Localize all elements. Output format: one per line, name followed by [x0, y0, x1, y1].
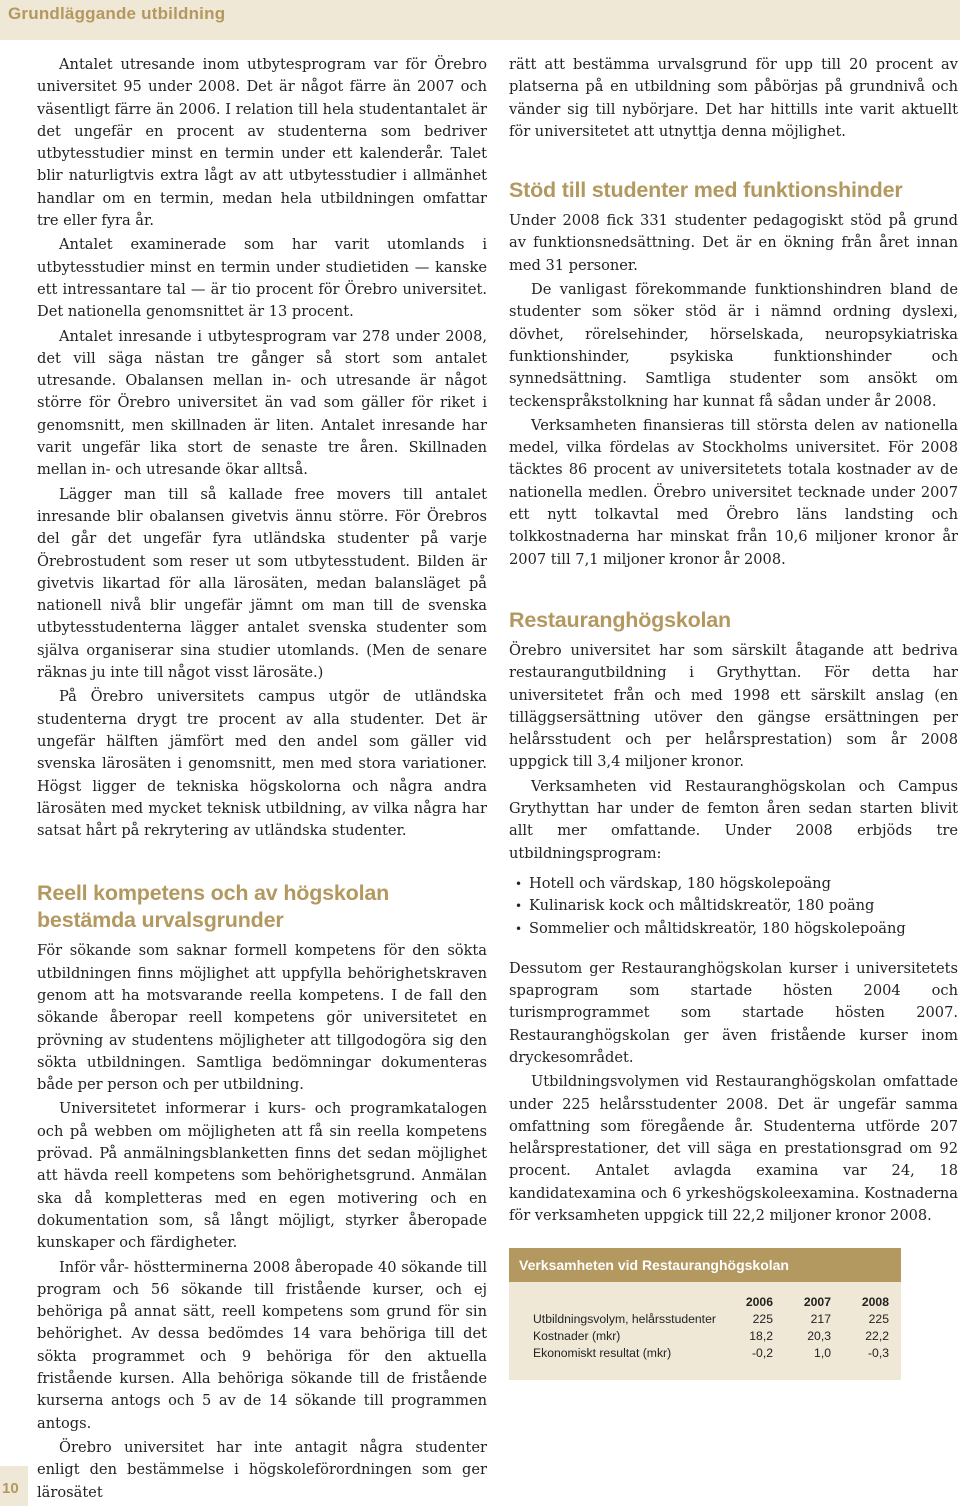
page-number-tab: [0, 1466, 28, 1506]
data-table: [533, 1294, 889, 1362]
table-cell: -0,2: [751, 1346, 773, 1360]
table-header-row: [533, 1294, 889, 1311]
paragraph: Universitetet informerar i kurs- och programkatalogen och på webben om möjligheten att få sin reella kompetens prövad. På anmälningsblanketten finns det sedan möjlighet att hävda reell kompetens som behörighetsgrund. Anmälan ska då kompletteras med en egen motivering och en dokumentation som, så långt möjligt, styrker åberopade kunskaper och färdigheter.: [37, 1100, 487, 1252]
heading-line: bestämda urvalsgrunder: [37, 908, 284, 933]
paragraph: Dessutom ger Restauranghögskolan kurser i universitetets spaprogram som startade hösten 2004 och turismprogrammet som startade hösten 2007. Restauranghögskolan ger även fristående kurser inom dryckesområdet.: [509, 959, 958, 1066]
paragraph: Verksamheten finansieras till största delen av nationella medel, vilka fördelas av Stockholms universitet. För 2008 täcktes 86 procent av universitetets totala kostnader av de nationella medlen. Örebro universitet tecknade under 2007 ett nytt tolkavtal med Örebro läns landsting och tolkkostnaderna har minskat från 10,6 miljoner kronor år 2007 till 7,1 miljoner kronor år 2008.: [509, 416, 958, 568]
list-item-text: Kulinarisk kock och måltidskreatör, 180 poäng: [529, 897, 875, 915]
table-header-cell: 2008: [861, 1295, 889, 1309]
list-item: [509, 873, 958, 895]
paragraph: Under 2008 fick 331 studenter pedagogiskt stöd på grund av funktionsnedsättning. Det är en ökning från året innan med 31 personer.: [509, 212, 958, 274]
list-item: [509, 895, 958, 917]
right-column: [509, 54, 958, 1229]
program-list: [509, 873, 958, 940]
paragraph: Verksamheten vid Restauranghögskolan och Campus Grythyttan har under de femton åren sedan starten blivit allt mer omfattande. Under 2008 erbjöds tre utbildningsprogram:: [509, 777, 958, 862]
section-heading-reell-kompetens: [37, 880, 487, 934]
running-head-title: Grundläggande utbildning: [8, 4, 226, 23]
paragraph: Lägger man till så kallade free movers till antalet inresande blir obalansen givetvis ännu större. För Örebros del går det ungefär fyra utländska studenter på varje Örebrostudent som reser ut som utbytesstudent. Bilden är givetvis likartad för alla lärosäten, medan balansläget på nationell nivå blir ungefär jämnt om man till de svenska utbytesstudenterna lägger antalet svenska studenter som själva organiserar sina studier utomlands. (Men de senare räknas ju inte till något visst lärosäte.): [37, 485, 487, 682]
table-row: [533, 1345, 889, 1362]
bullet-icon: •: [515, 899, 523, 914]
table-cell: 1,0: [814, 1346, 831, 1360]
table-cell: Kostnader (mkr): [533, 1329, 621, 1343]
list-item: [509, 918, 958, 940]
list-item-text: Hotell och värdskap, 180 högskolepoäng: [529, 874, 831, 892]
paragraph: På Örebro universitets campus utgör de utländska studenterna drygt tre procent av alla studenter. Det är ungefär hälften jämfört med den andel som gäller vid svenska lärosäten i genomsnitt, men med stora variationer. Högst ligger de tekniska högskolorna och några andra lärosäten med mycket teknisk utbildning, av vilka några har satsat hårt på rekrytering av utländska studenter.: [37, 688, 487, 840]
table-cell: Utbildningsvolym, helårsstudenter: [533, 1312, 716, 1326]
infobox-restauranghogskolan: [509, 1248, 901, 1380]
paragraph: rätt att bestämma urvalsgrund för upp till 20 procent av platserna på en utbildning som påbörjas på grundnivå och vänder sig till nybörjare. Det har hittills inte varit aktuellt för universitetet att utnyttja denna möjlighet.: [509, 56, 958, 140]
paragraph: Antalet inresande i utbytesprogram var 278 under 2008, det vill säga nästan tre gånger så stort som antalet utresande. Obalansen mellan in- och utresande är något större för Örebro universitet än vad som gäller för riket i genomsnitt, men skillnaden är liten. Antalet inresande har varit ungefär lika stort de senaste tre åren. Skillnaden mellan in- och utresande ökar alltså.: [37, 327, 487, 479]
infobox-body: [509, 1282, 901, 1380]
paragraph: Antalet examinerade som har varit utomlands i utbytesstudier minst en termin under studietiden — kanske ett intressantare tal — är tio procent för Örebro universitet. Det nationella genomsnittet är 13 procent.: [37, 236, 487, 321]
list-item-text: Sommelier och måltidskreatör, 180 högskolepoäng: [529, 919, 906, 937]
paragraph: Antalet utresande inom utbytesprogram var för Örebro universitet 95 under 2008. Det är något färre än 2007 och väsentligt färre än 2006. I relation till hela studentantalet är det ungefär en procent av studenterna som bedriver utbytesstudier minst en termin under ett kalenderår. Talet blir naturligtvis extra lågt av att utbytesstudier i allmänhet handlar om en termin, medan hela utbildningen omfattar tre eller fyra år.: [37, 56, 487, 230]
paragraph: De vanligast förekommande funktionshindren bland de studenter som söker stöd är i nämnd ordning dyslexi, dövhet, rörelsehinder, hörselskada, neuropsykiatriska funktionshinder, psykiska funktionshinder och synnedsättning. Samtliga studenter som ansökt om teckenspråkstolkning har kunnat få sådan under år 2008.: [509, 281, 958, 410]
infobox-title: Verksamheten vid Restauranghögskolan: [509, 1248, 901, 1282]
table-cell: 20,3: [807, 1329, 831, 1343]
table-cell: 22,2: [865, 1329, 889, 1343]
table-cell: 217: [810, 1312, 831, 1326]
paragraph: Örebro universitet har inte antagit några studenter enligt den bestämmelse i högskoleförordningen som ger lärosätet: [37, 1438, 487, 1501]
section-heading-restauranghogskolan: Restauranghögskolan: [509, 607, 731, 632]
paragraph: Örebro universitet har som särskilt åtagande att bedriva restaurangutbildning i Grythyttan. För detta har universitetet från och med 1998 ett särskilt anslag (en tilläggsersättning utöver den gängse ersättningen per helårsstudent och per helårsprestation) som år 2008 uppgick till 3,4 miljoner kronor.: [509, 641, 958, 771]
table-row: [533, 1311, 889, 1328]
paragraph: Inför vår- höstterminerna 2008 åberopade 40 sökande till program och 56 sökande till fristående kurser, och ej behöriga på annat sätt, reell kompetens som grund för sin behörighet. Av dessa bedömdes 14 vara behöriga till det sökta programmet och 9 behöriga för den aktuella fristående kursen. Alla behöriga sökande till de fristående kurserna antogs och 5 av de 14 sökande till programmen antogs.: [37, 1258, 487, 1432]
table-cell: 225: [868, 1312, 889, 1326]
table-cell: Ekonomiskt resultat (mkr): [533, 1346, 672, 1360]
running-head-bar: [0, 0, 960, 40]
heading-line: Reell kompetens och av högskolan: [37, 881, 390, 906]
paragraph: Utbildningsvolymen vid Restauranghögskolan omfattade under 225 helårsstudenter 2008. Det är ungefär samma omfattning som föregående år. Studenterna utförde 207 helårsprestationer, det vill säga en prestationsgrad om 92 procent. Antalet avlagda examina var 24, 18 kandidatexamina och 6 yrkeshögskoleexamina. Kostnaderna för verksamheten uppgick till 22,2 miljoner kronor 2008.: [509, 1073, 958, 1225]
table-header-cell: 2007: [803, 1295, 831, 1309]
table-header-cell: 2006: [745, 1295, 773, 1309]
table-cell: -0,3: [867, 1346, 889, 1360]
bullet-icon: •: [515, 876, 523, 891]
paragraph: För sökande som saknar formell kompetens för den sökta utbildningen finns möjlighet att uppfylla behörighetskraven genom att ha motsvarande reella kompetens. I de fall den sökande åberopar reell kompetens gör universitetet en prövning av studentens möjligheter att tillgodogöra sig den sökta utbildningen. Samtliga bedömningar dokumenteras både per person och per utbildning.: [37, 942, 487, 1094]
table-cell: 225: [752, 1312, 773, 1326]
table-header-cell: [533, 1294, 723, 1311]
bullet-icon: •: [515, 921, 523, 936]
table-cell: 18,2: [749, 1329, 773, 1343]
section-heading-funktionshinder: Stöd till studenter med funktionshinder: [509, 178, 903, 203]
left-column: [37, 54, 487, 1506]
table-row: [533, 1328, 889, 1345]
page-number: 10: [2, 1480, 19, 1497]
